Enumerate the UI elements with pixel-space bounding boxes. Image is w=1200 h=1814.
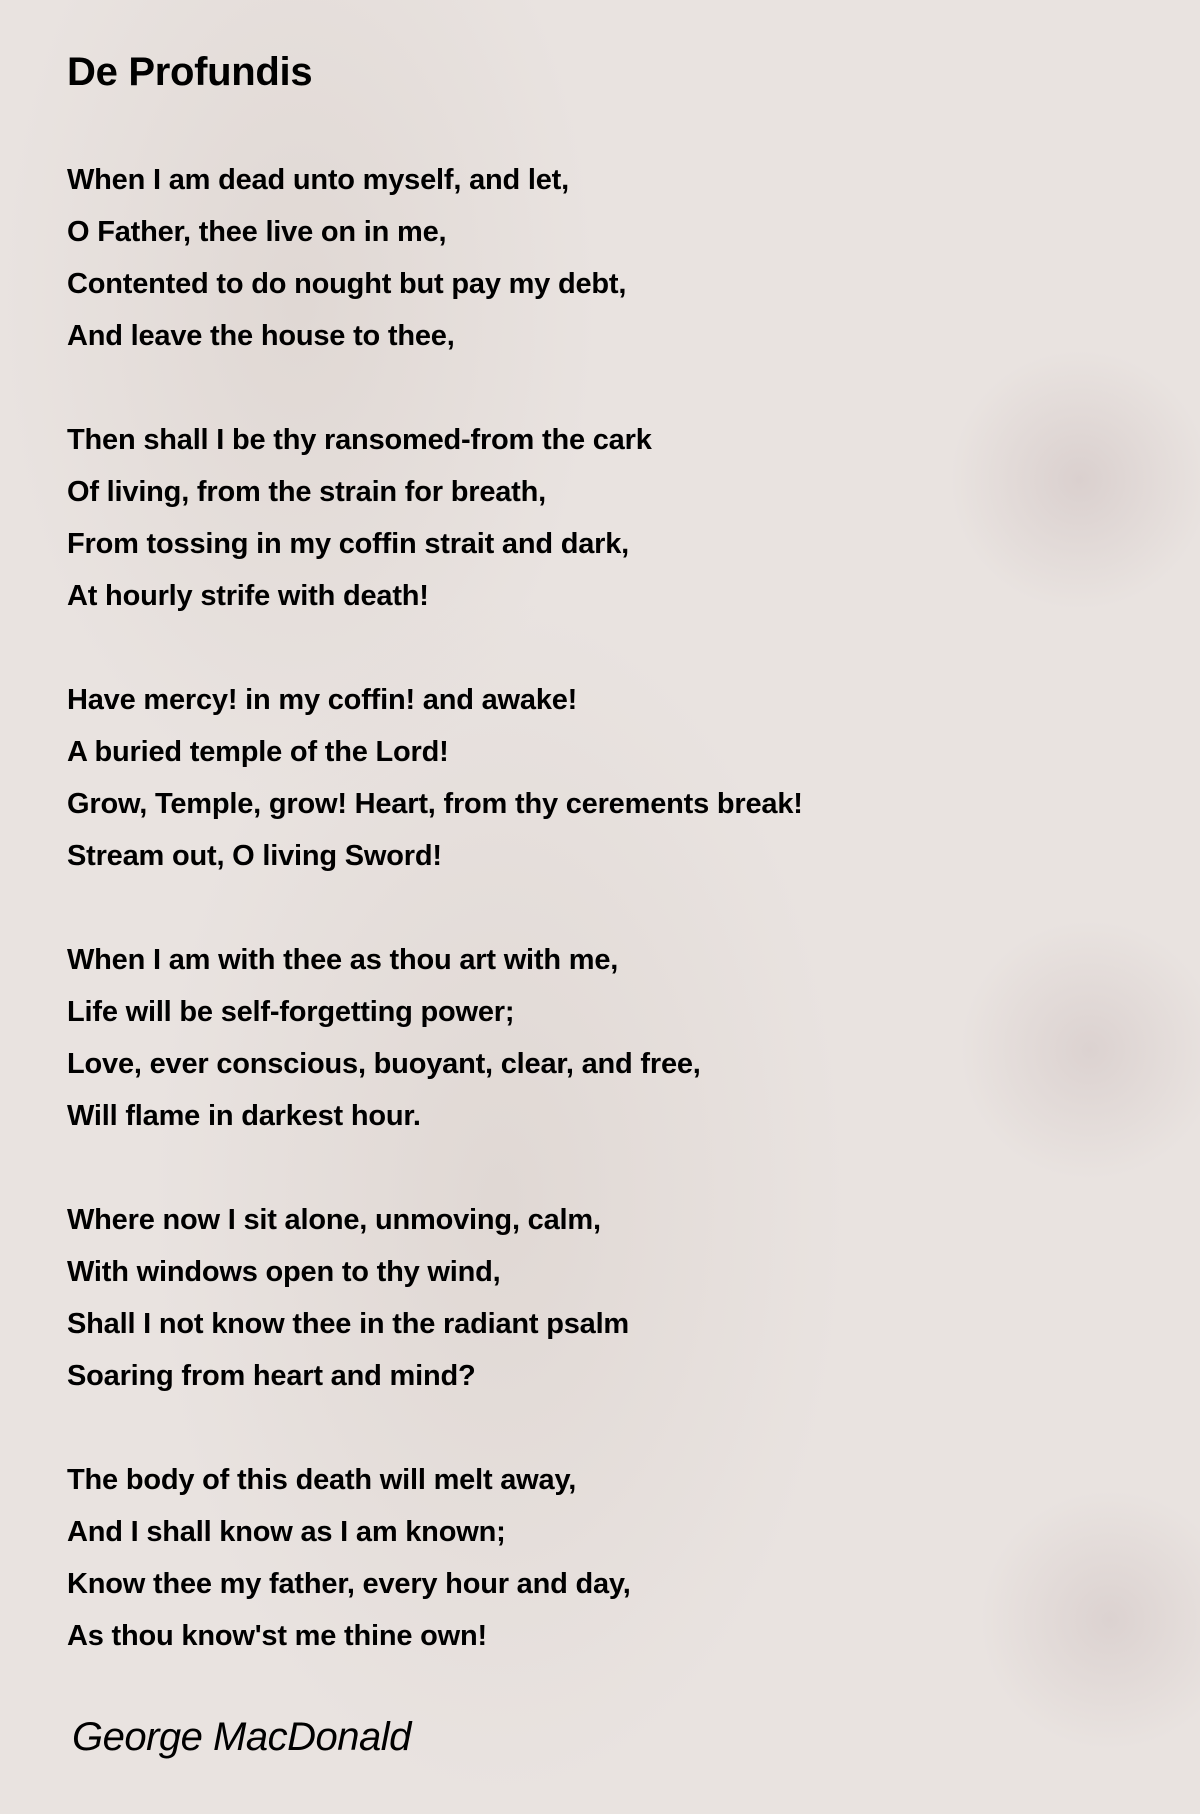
poem-line: Contented to do nought but pay my debt, bbox=[67, 268, 627, 300]
stanza bbox=[67, 414, 803, 622]
poem-line: Grow, Temple, grow! Heart, from thy cerements break! bbox=[67, 788, 803, 820]
poem-line: O Father, thee live on in me, bbox=[67, 216, 447, 248]
poem-line: Love, ever conscious, buoyant, clear, and free, bbox=[67, 1048, 701, 1080]
poem-line: And leave the house to thee, bbox=[67, 320, 455, 352]
poem-line: Where now I sit alone, unmoving, calm, bbox=[67, 1204, 601, 1236]
poem-line: Soaring from heart and mind? bbox=[67, 1360, 476, 1392]
poem-line: Will flame in darkest hour. bbox=[67, 1100, 421, 1132]
poem-line: Know thee my father, every hour and day, bbox=[67, 1568, 631, 1600]
poem-line: Stream out, O living Sword! bbox=[67, 840, 442, 872]
poem-line: Shall I not know thee in the radiant psalm bbox=[67, 1308, 630, 1340]
poem-line: A buried temple of the Lord! bbox=[67, 736, 449, 768]
stanza bbox=[67, 1194, 803, 1402]
poem-line: Life will be self-forgetting power; bbox=[67, 996, 515, 1028]
poem-title: De Profundis bbox=[67, 50, 313, 94]
poem-line: At hourly strife with death! bbox=[67, 580, 429, 612]
stanza bbox=[67, 154, 803, 362]
poem-line: Then shall I be thy ransomed-from the cark bbox=[67, 424, 652, 456]
poem-line: When I am with thee as thou art with me, bbox=[67, 944, 619, 976]
stanza bbox=[67, 674, 803, 882]
poem-line: When I am dead unto myself, and let, bbox=[67, 164, 569, 196]
poem-author: George MacDonald bbox=[72, 1715, 411, 1759]
stanza bbox=[67, 934, 803, 1142]
poem-line: Of living, from the strain for breath, bbox=[67, 476, 546, 508]
poem-line: Have mercy! in my coffin! and awake! bbox=[67, 684, 578, 716]
stanza bbox=[67, 1454, 803, 1662]
poem-line: The body of this death will melt away, bbox=[67, 1464, 577, 1496]
poem-line: And I shall know as I am known; bbox=[67, 1516, 506, 1548]
poem-line: With windows open to thy wind, bbox=[67, 1256, 501, 1288]
poem-line: From tossing in my coffin strait and dark, bbox=[67, 528, 630, 560]
poem-line: As thou know'st me thine own! bbox=[67, 1620, 487, 1652]
poem-body bbox=[67, 154, 803, 1714]
